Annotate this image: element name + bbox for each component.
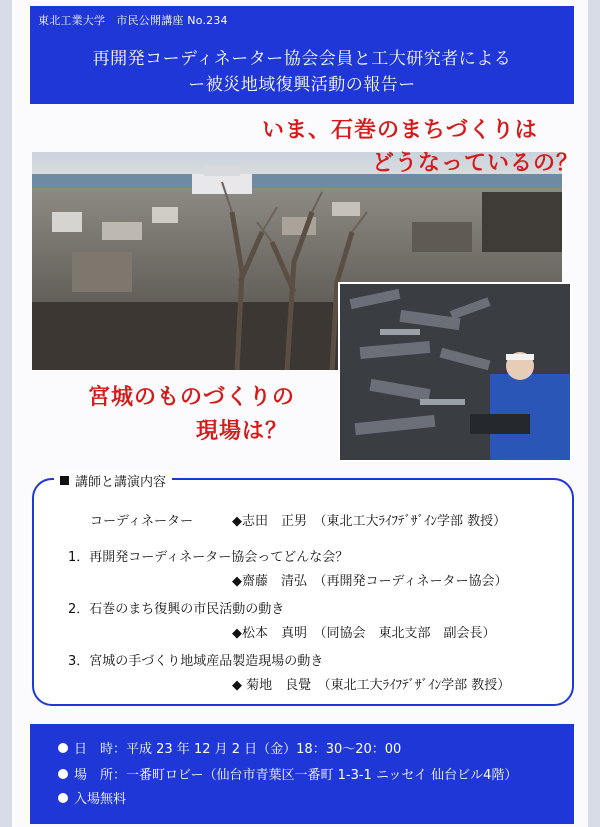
lecture-series-label: 東北工業大学 市民公開講座 No.234 [38,14,228,27]
header-banner [30,6,574,104]
bullet-dot-icon [58,793,68,803]
craftsman-photo [338,282,572,462]
info-date-row [58,738,401,757]
lecture-speaker-3: ◆ 菊地 良覺 （東北工大ﾗｲﾌﾃﾞｻﾞｲﾝ学部 教授） [232,678,511,693]
info-place: 場 所：一番町ロビー（仙台市青葉区一番町 1-3-1 ニッセイ 仙台ビル4階） [74,768,518,783]
catchcopy-mid-line-1: 宮城のものづくりの [88,385,296,410]
lecture-speaker-1: ◆齋藤 清弘 （再開発コーディネーター協会） [232,574,508,589]
catchcopy-top-line-2: どうなっているの？ [372,151,580,176]
lectures-section [32,475,574,706]
info-place-row [58,764,517,783]
lectures-heading [54,471,172,490]
title-line-2: ー被災地域復興活動の報告ー [188,75,416,95]
lecture-title-3: 3．宮城の手づくり地域産品製造現場の動き [68,654,324,669]
coordinator-role: コーディネーター [90,514,193,529]
info-date: 日 時：平成 23 年 12 月 2 日（金）18：30〜20：00 [74,742,402,757]
bullet-dot-icon [58,769,68,779]
coordinator-name: ◆志田 正男 （東北工大ﾗｲﾌﾃﾞｻﾞｲﾝ学部 教授） [232,514,507,529]
lecture-speaker-2: ◆松本 真明 （同協会 東北支部 副会長） [232,626,496,641]
craftsman-photo-graphic [340,284,570,460]
bullet-dot-icon [58,743,68,753]
lecture-title-1: 1．再開発コーディネーター協会ってどんな会？ [68,550,349,565]
catchcopy-top-line-1: いま、石巻のまちづくりは [262,118,538,143]
info-admission-row [58,788,126,807]
lecture-title-2: 2．石巻のまち復興の市民活動の動き [68,602,285,617]
catchcopy-mid-line-2: 現場は？ [196,419,289,444]
event-info-banner [30,724,574,824]
lectures-heading-label: 講師と講演内容 [75,475,167,490]
info-admission: 入場無料 [74,792,127,807]
black-square-icon [60,476,69,485]
title-line-1: 再開発コーディネーター協会会員と工大研究者による [92,49,512,69]
